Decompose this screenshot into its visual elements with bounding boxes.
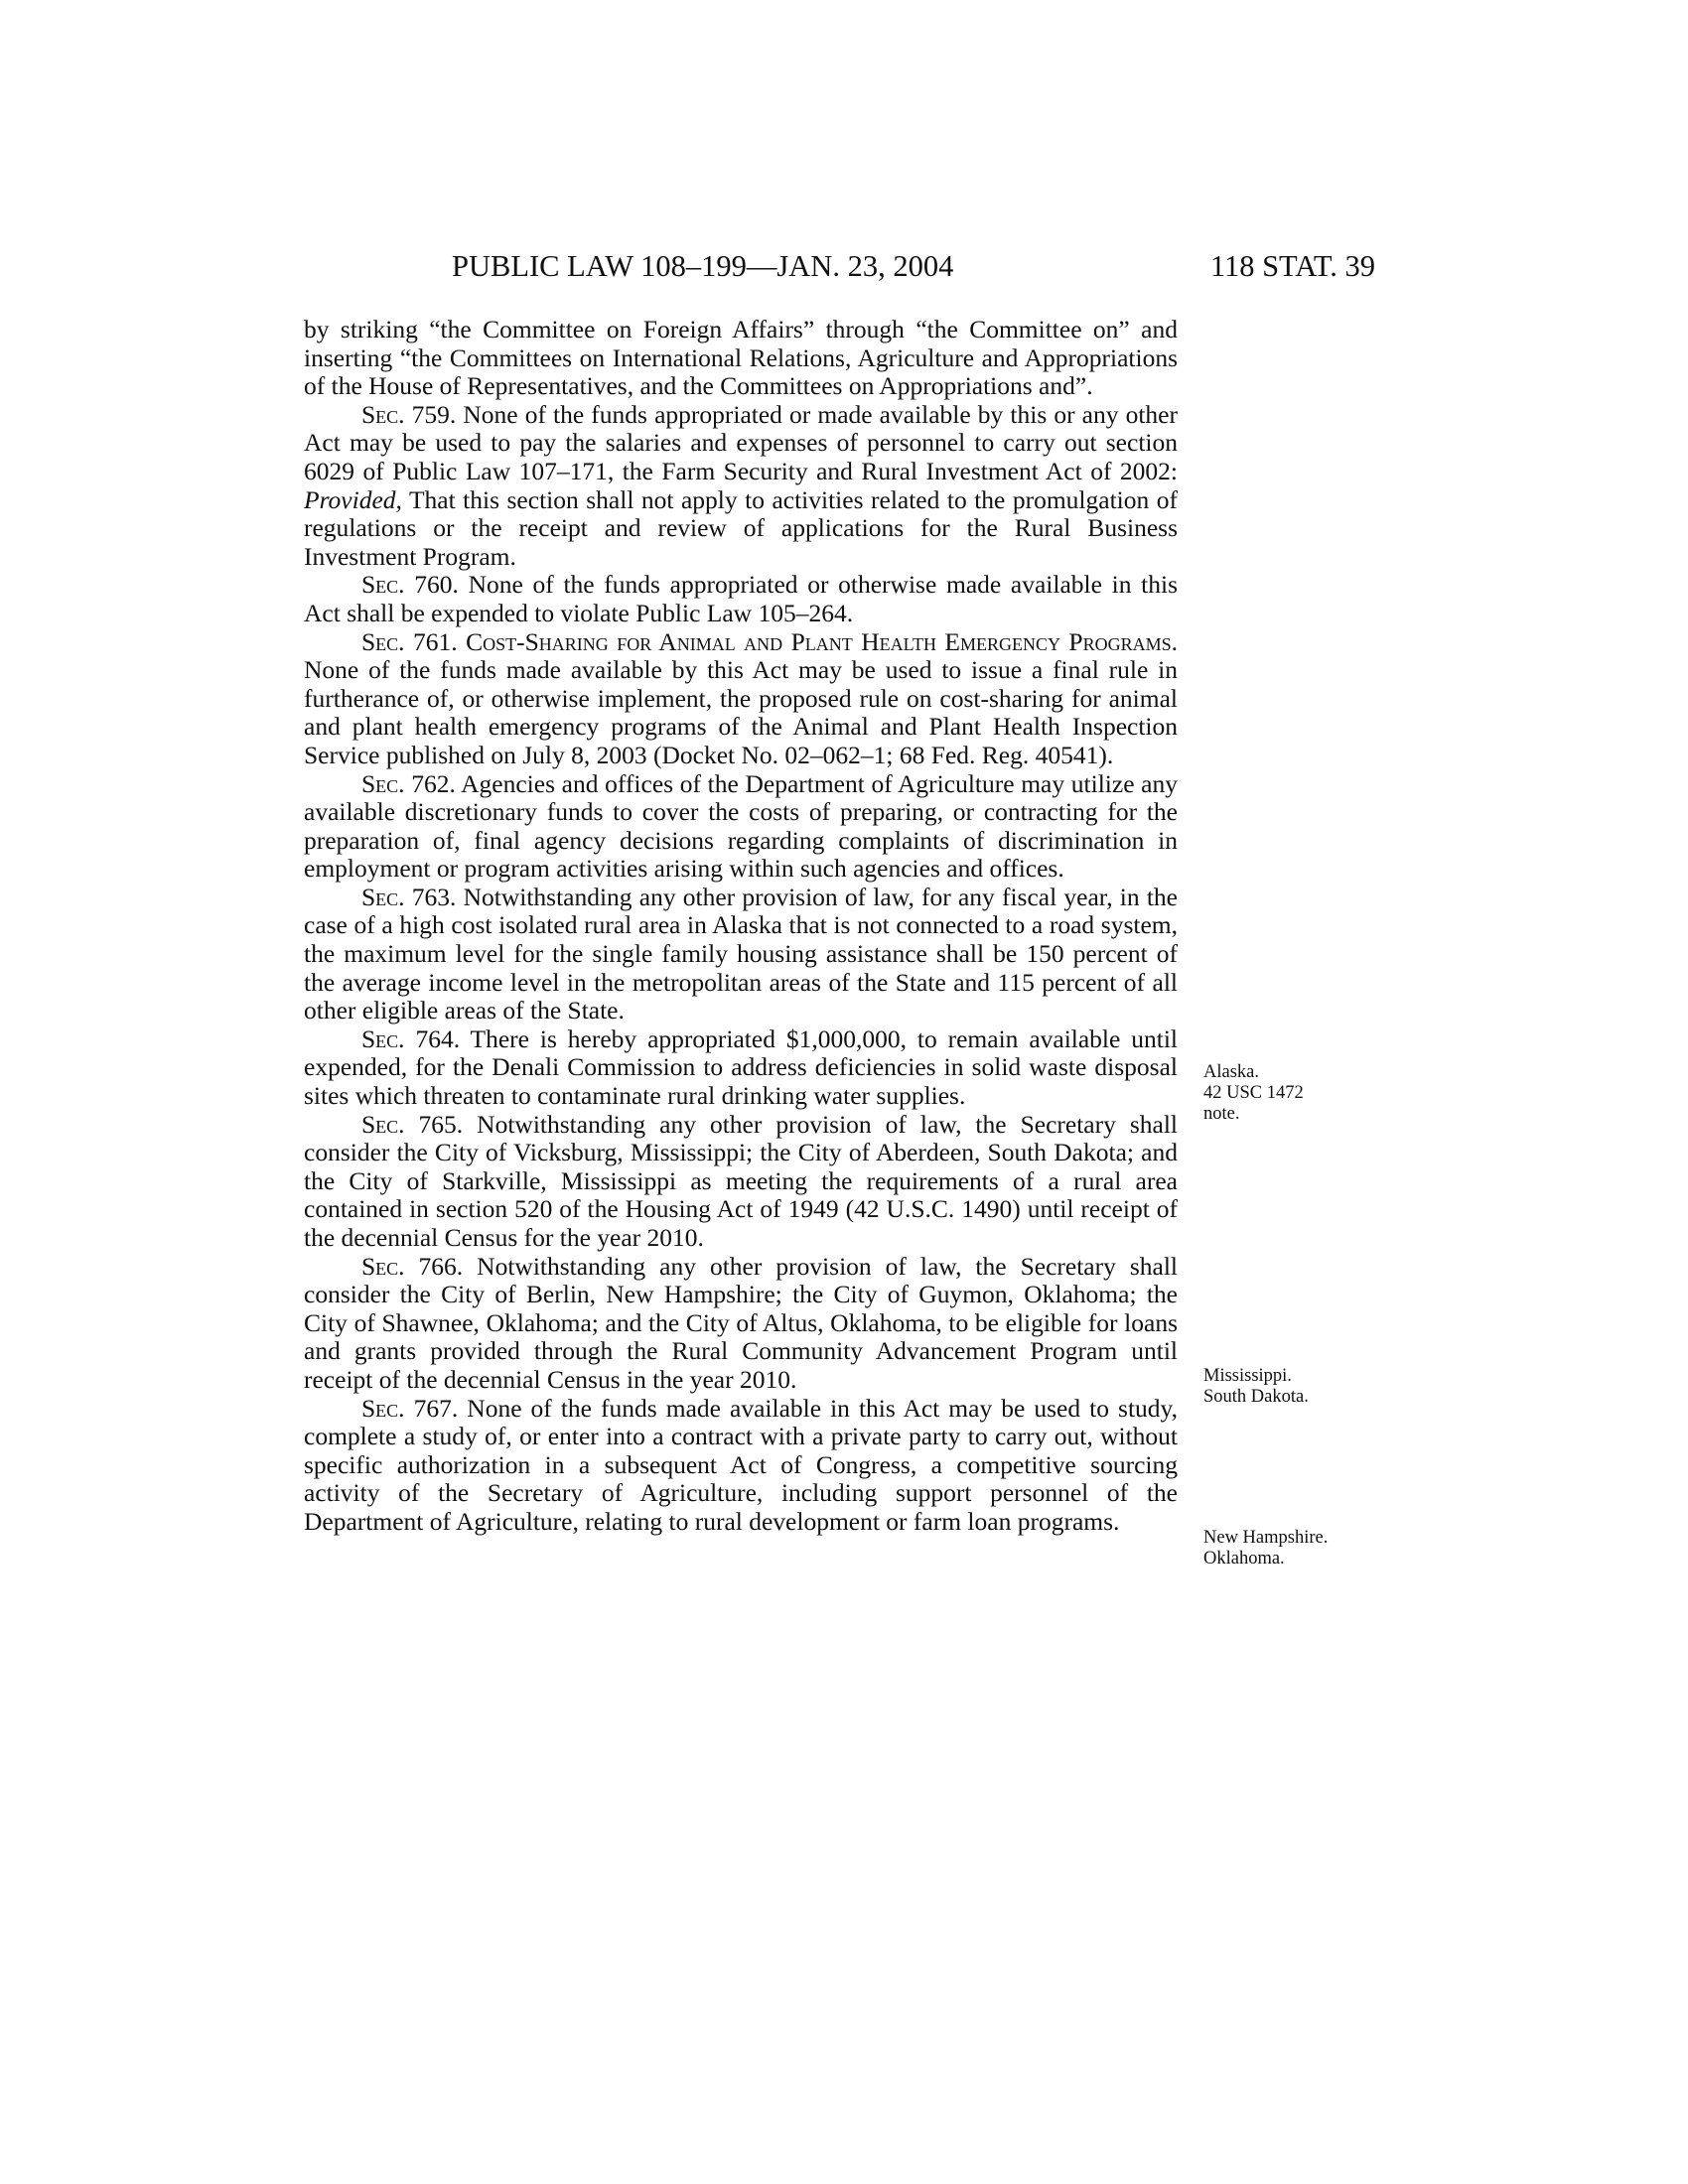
section-text: Notwithstanding any other provision of law, the Secretary shall consider the City of Vicksburg, Mississippi; the City of Aberdeen, South Dakota; and the City of Starkville, Mississippi as meeting the requirements of a rural area contained in section 520 of the Housing Act of 1949 (42 U.S.C. 1490) until receipt of the decennial Census for the year 2010. (304, 1109, 1178, 1252)
section-767 (304, 1395, 1178, 1537)
section-text: None of the funds made available by this Act may be used to issue a final rule in furtherance of, or otherwise implement, the proposed rule on cost-sharing for animal and plant health emergency programs of the Animal and Plant Health Inspection Service published on July 8, 2003 (Docket No. 02–062–1; 68 Fed. Reg. 40541). (304, 655, 1178, 769)
section-label: Sec. 759. (361, 399, 457, 429)
section-heading: Cost-Sharing for Animal and Plant Health Emergency Programs. (466, 626, 1179, 656)
section-label: Sec. 762. (361, 768, 456, 798)
header-stat-page: 118 STAT. 39 (1209, 249, 1375, 283)
margin-note-line: Alaska. (1203, 1062, 1259, 1082)
section-text: None of the funds appropriated or otherwise made available in this Act shall be expended to violate Public Law 105–264. (304, 570, 1178, 627)
proviso-italic: Provided, (304, 484, 402, 514)
body-text (304, 316, 1178, 1537)
section-760 (304, 571, 1178, 627)
section-762 (304, 770, 1178, 884)
section-766 (304, 1253, 1178, 1395)
section-text: Notwithstanding any other provision of law, the Secretary shall consider the City of Berlin, New Hampshire; the City of Guymon, Oklahoma; the City of Shawnee, Oklahoma; and the City of Altus, Oklahoma, to be eligible for loans and grants provided through the Rural Community Advancement Program until receipt of the decennial Census in the year 2010. (304, 1251, 1178, 1394)
section-label: Sec. 766. (361, 1251, 464, 1281)
section-label: Sec. 767. (361, 1393, 459, 1423)
section-text: None of the funds made available in this Act may be used to study, complete a study of, or enter into a contract with a private party to carry out, without specific authorization in a subsequent Act of Congress, a competitive sourcing activity of the Secretary of Agriculture, including support personnel of the Department of Agriculture, relating to rural development or farm loan programs. (304, 1393, 1179, 1536)
margin-note-line: South Dakota. (1203, 1387, 1309, 1407)
lead-paragraph: by striking “the Committee on Foreign Affairs” through “the Committee on” and inserting “the Committees on International Relations, Agriculture and Appropriations of the House of Representatives, and the Committees on Appropriations and”. (304, 315, 1178, 401)
section-text-continued: That this section shall not apply to activities related to the promulgation of regulations or the receipt and review of applications for the Rural Business Investment Program. (304, 484, 1178, 571)
margin-note-line: 42 USC 1472 (1203, 1083, 1304, 1103)
section-label: Sec. 763. (361, 882, 457, 911)
section-759 (304, 401, 1178, 572)
section-text: Agencies and offices of the Department of Agriculture may utilize any available discretionary funds to cover the costs of preparing, or contracting for the preparation of, final agency decisions regarding complaints of discrimination in employment or program activities arising within such agencies and offices. (304, 768, 1178, 884)
header-title: PUBLIC LAW 108–199—JAN. 23, 2004 (452, 249, 954, 283)
section-label: Sec. 760. (361, 570, 459, 600)
margin-note-line: note. (1203, 1104, 1240, 1124)
section-text: Notwithstanding any other provision of law, for any fiscal year, in the case of a high cost isolated rural area in Alaska that is not connected to a road system, the maximum level for the single family housing assistance shall be 150 percent of the average income level in the metropolitan areas of the State and 115 percent of all other eligible areas of the State. (304, 882, 1178, 1025)
section-763 (304, 884, 1178, 1025)
running-header (452, 246, 1375, 286)
section-764 (304, 1025, 1178, 1111)
section-761 (304, 628, 1178, 770)
section-label: Sec. 761. (361, 626, 458, 656)
section-text: None of the funds appropriated or made available by this or any other Act may be used to pay the salaries and expenses of personnel to carry out section 6029 of Public Law 107–171, the Farm Security and Rural Investment Act of 2002: (304, 399, 1178, 485)
section-765 (304, 1111, 1178, 1253)
margin-note-new-hampshire-oklahoma (1203, 1528, 1402, 1570)
margin-note-alaska (1203, 1062, 1402, 1125)
section-label: Sec. 764. (361, 1024, 461, 1053)
margin-note-line: New Hampshire. (1203, 1528, 1329, 1548)
section-text: There is hereby appropriated $1,000,000, to remain available until expended, for the Denali Commission to address deficiencies in solid waste disposal sites which threaten to contaminate rural drinking water supplies. (304, 1024, 1178, 1111)
section-label: Sec. 765. (361, 1109, 464, 1139)
margin-note-line: Oklahoma. (1203, 1549, 1285, 1569)
margin-note-mississippi-south-dakota (1203, 1366, 1402, 1408)
margin-note-line: Mississippi. (1203, 1366, 1292, 1386)
